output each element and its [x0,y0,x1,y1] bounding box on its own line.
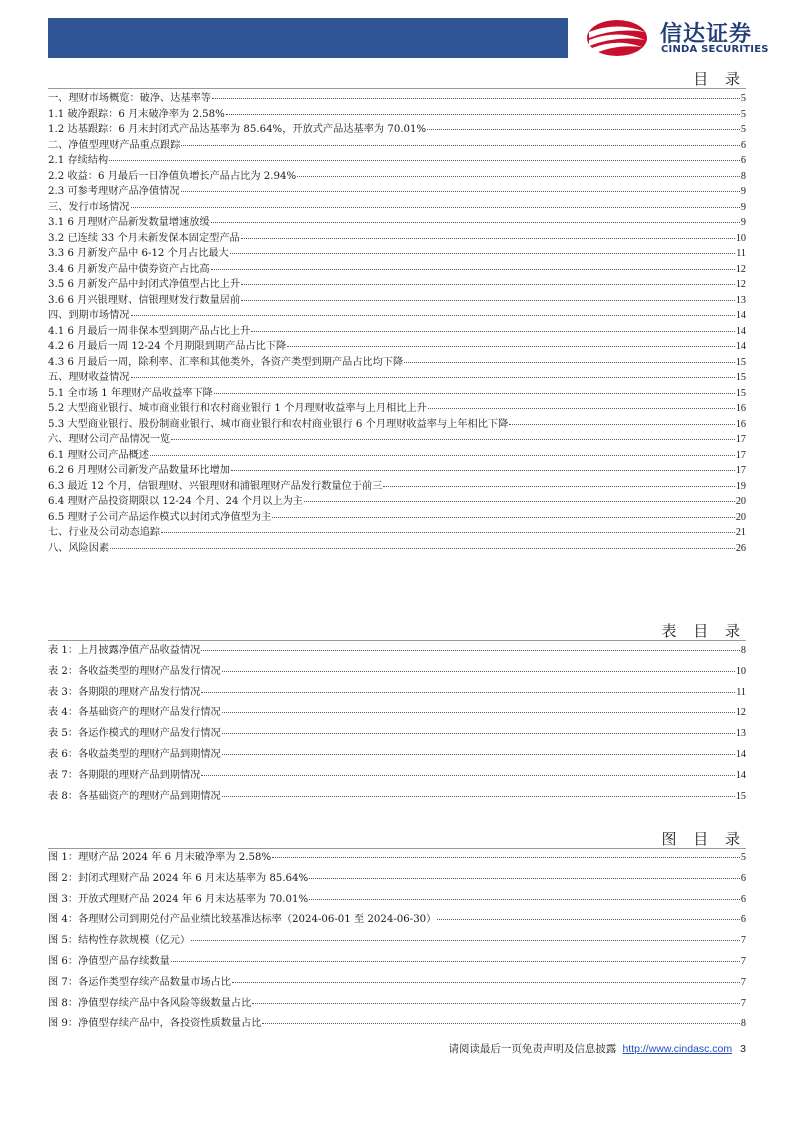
toc-entry-text[interactable]: 一、理财市场概览：破净、达基率等 [48,93,211,104]
dot-leader [109,160,740,161]
figure-entry-page[interactable]: 6 [740,914,746,926]
toc-entry[interactable] [48,508,746,524]
dot-leader [226,114,740,115]
toc-entry-page[interactable]: 15 [735,356,746,368]
toc-entry[interactable] [48,384,746,400]
figure-entry-page[interactable]: 7 [740,997,746,1009]
figure-entry[interactable] [48,890,746,911]
toc-entry-page[interactable]: 10 [735,232,746,244]
table-entry-page[interactable]: 15 [735,790,746,802]
toc-entry-page[interactable]: 9 [740,201,746,213]
dot-leader [252,1003,740,1004]
page-number: 3 [740,1043,746,1055]
table-entry[interactable] [48,787,746,808]
toc-entry-text[interactable]: 七、行业及公司动态追踪 [48,527,161,538]
toc-entry[interactable] [48,198,746,214]
dot-leader [211,222,740,223]
toc-entry-text[interactable]: 六、理财公司产品情况一览 [48,434,171,445]
dot-leader [131,377,735,378]
toc-entry[interactable] [48,430,746,446]
table-entry-text[interactable]: 表 2：各收益类型的理财产品发行情况 [48,665,221,677]
dot-leader [437,919,740,920]
figure-entry-text[interactable]: 图 3：开放式理财产品 2024 年 6 月末达基率为 70.01% [48,893,309,905]
toc-entry-page[interactable]: 15 [735,372,746,383]
toc-entry[interactable] [48,291,746,307]
toc-entry-text[interactable]: 4.2 6 月最后一周 12-24 个月期限到期产品占比下降 [48,341,287,352]
dot-leader [161,532,735,533]
table-entry-page[interactable]: 11 [736,686,746,698]
dot-leader [428,408,735,409]
table-entry-page[interactable]: 14 [735,769,746,781]
toc-entry-text[interactable]: 4.3 6 月最后一周，除利率、汇率和其他类外，各资产类型到期产品占比均下降 [48,356,404,368]
toc-entry-text[interactable]: 6.5 理财子公司产品运作模式以封闭式净值型为主 [48,511,272,523]
dot-leader [110,548,735,549]
toc-entry-text[interactable]: 3.1 6 月理财产品新发数量增速放缓 [48,217,210,228]
figure-entry-page[interactable]: 6 [740,872,746,884]
footer [448,1041,746,1056]
figure-entry-page[interactable]: 7 [740,955,746,967]
toc-entry-text[interactable]: 3.5 6 月新发产品中封闭式净值型占比上升 [48,279,241,290]
toc-entry[interactable] [48,213,746,229]
toc-entry-text[interactable]: 6.1 理财公司产品概述 [48,449,149,461]
figure-entry[interactable] [48,973,746,994]
toc-entry[interactable] [48,322,746,338]
toc-entry[interactable] [48,477,746,493]
toc-entry[interactable] [48,167,746,183]
figure-entry-text[interactable]: 图 2：封闭式理财产品 2024 年 6 月末达基率为 85.64% [48,872,309,884]
toc-entry-text[interactable]: 八、风险因素 [48,542,110,554]
figure-entry[interactable] [48,931,746,952]
table-entry[interactable] [48,683,746,704]
table-entry-text[interactable]: 表 6：各收益类型的理财产品到期情况 [48,748,221,760]
toc-entry-text[interactable]: 四、到期市场情况 [48,310,130,321]
toc-entry-page[interactable]: 17 [735,449,746,461]
toc-entry-text[interactable]: 1.1 破净跟踪：6 月末破净率为 2.58% [48,108,225,120]
toc-entry[interactable] [48,89,746,105]
toc-entry-text[interactable]: 5.3 大型商业银行、股份制商业银行、城市商业银行和农村商业银行 6 个月理财收益率与上年相比下降 [48,418,509,430]
dot-leader [241,300,735,301]
dot-leader [201,775,734,776]
table-entry[interactable] [48,703,746,724]
dot-leader [212,98,740,99]
table-entry-page[interactable]: 14 [735,748,746,760]
dot-leader [171,439,735,440]
table-entry-page[interactable]: 8 [740,645,746,656]
toc-entry[interactable] [48,368,746,384]
toc-entry-text[interactable]: 2.2 收益：6 月最后一日净值负增长产品占比为 2.94% [48,170,297,182]
figure-entry-text[interactable]: 图 8：净值型存续产品中各风险等级数量占比 [48,997,252,1009]
dot-leader [201,650,740,651]
table-entry[interactable] [48,724,746,745]
toc-entry-text[interactable]: 五、理财收益情况 [48,372,130,383]
toc-entry-page[interactable]: 9 [740,186,746,197]
dot-leader [427,129,740,130]
dot-leader [232,982,740,983]
toc-entry[interactable] [48,136,746,152]
dot-leader [131,315,735,316]
toc-entry[interactable] [48,151,746,167]
figure-entry-text[interactable]: 图 6：净值型产品存续数量 [48,955,170,967]
toc-entry-text[interactable]: 2.1 存续结构 [48,155,109,166]
toc-entry-page[interactable]: 21 [735,527,746,538]
dot-leader [231,470,735,471]
logo-chinese-name: 信达证券 [660,22,753,47]
toc-entry-page[interactable]: 14 [735,341,746,352]
table-entry-page[interactable]: 12 [735,707,746,719]
toc-entry[interactable] [48,353,746,369]
toc-entry[interactable] [48,306,746,322]
toc-entry-text[interactable]: 2.3 可参考理财产品净值情况 [48,186,180,197]
dot-leader [191,940,740,941]
toc-entry[interactable] [48,229,746,245]
toc-entry-text[interactable]: 3.3 6 月新发产品中 6-12 个月占比最大 [48,248,229,259]
toc-entry-page[interactable]: 5 [740,124,746,135]
toc-entry-text[interactable]: 6.4 理财产品投资期限以 12-24 个月、24 个月以上为主 [48,496,303,507]
toc-entry-text[interactable]: 5.1 全市场 1 年理财产品收益率下降 [48,387,213,399]
figure-entry-text[interactable]: 图 4：各理财公司到期兑付产品业绩比较基准达标率（2024-06-01 至 2024-06-30） [48,914,437,926]
figure-entry-text[interactable]: 图 1：理财产品 2024 年 6 月末破净率为 2.58% [48,852,272,863]
figure-entry-text[interactable]: 图 5：结构性存款规模（亿元） [48,935,191,947]
dot-leader [211,269,735,270]
toc-entry[interactable] [48,260,746,276]
dot-leader [383,486,734,487]
table-entry-text[interactable]: 表 1：上月披露净值产品收益情况 [48,645,201,656]
table-entry-page[interactable]: 10 [735,665,746,677]
dot-leader [404,362,735,363]
figure-entry-text[interactable]: 图 9：净值型存续产品中，各投资性质数量占比 [48,1018,262,1030]
cinda-logo-icon [584,16,650,60]
toc-entry[interactable] [48,539,746,555]
toc-entry-page[interactable]: 16 [735,418,746,430]
toc-entry[interactable] [48,120,746,136]
toc-entry-text[interactable]: 5.2 大型商业银行、城市商业银行和农村商业银行 1 个月理财收益率与上月相比上升 [48,403,427,414]
dot-leader [251,331,734,332]
toc-entry-text[interactable]: 6.2 6 月理财公司新发产品数量环比增加 [48,465,230,476]
figure-entry[interactable] [48,910,746,931]
figure-entry[interactable] [48,994,746,1015]
toc-entry[interactable] [48,492,746,508]
toc-entry-page[interactable]: 16 [735,403,746,414]
toc-title: 目 录 [693,70,746,88]
table-entry-text[interactable]: 表 7：各期限的理财产品到期情况 [48,769,201,781]
toc-entry-page[interactable]: 5 [740,93,746,104]
dot-leader [509,424,735,425]
toc-list [48,89,746,554]
toc-entry-page[interactable]: 20 [735,496,746,507]
logo-english-name: CINDA SECURITIES [661,44,769,55]
toc-entry[interactable] [48,105,746,121]
dot-leader [150,455,735,456]
toc-entry[interactable] [48,523,746,539]
toc-entry[interactable] [48,244,746,260]
toc-entry-text[interactable]: 1.2 达基跟踪：6 月末封闭式产品达基率为 85.64%，开放式产品达基率为 70.01% [48,124,427,135]
dot-leader [309,899,740,900]
toc-entry[interactable] [48,446,746,462]
dot-leader [222,733,735,734]
table-entry[interactable] [48,662,746,683]
figure-entry[interactable] [48,848,746,869]
table-entry-text[interactable]: 表 3：各期限的理财产品发行情况 [48,686,201,698]
figure-entry[interactable] [48,869,746,890]
toc-entry[interactable] [48,275,746,291]
toc-entry-page[interactable]: 13 [735,294,746,306]
toc-entry-page[interactable]: 26 [735,542,746,554]
toc-entry-page[interactable]: 6 [740,155,746,166]
dot-leader [222,754,735,755]
cinda-logo [584,16,774,60]
toc-entry-page[interactable]: 19 [735,480,746,492]
table-entry[interactable] [48,745,746,766]
dot-leader [222,671,735,672]
table-entry[interactable] [48,641,746,662]
toc-entry-text[interactable]: 4.1 6 月最后一周非保本型到期产品占比上升 [48,325,251,337]
toc-entry-page[interactable]: 12 [735,279,746,290]
figure-entry-page[interactable]: 7 [740,976,746,988]
table-list-title: 表 目 录 [661,622,746,640]
toc-entry[interactable] [48,399,746,415]
toc-entry[interactable] [48,461,746,477]
toc-entry-page[interactable]: 8 [740,170,746,182]
figure-list-title: 图 目 录 [661,830,746,848]
dot-leader [304,501,735,502]
figure-entry-page[interactable]: 8 [740,1018,746,1030]
toc-entry-page[interactable]: 12 [735,263,746,275]
dot-leader [222,712,735,713]
toc-entry-text[interactable]: 3.4 6 月新发产品中债券资产占比高 [48,263,210,275]
toc-entry-text[interactable]: 二、净值型理财产品重点跟踪 [48,139,181,151]
figure-list [48,848,746,1035]
table-entry-text[interactable]: 表 5：各运作模式的理财产品发行情况 [48,728,221,740]
figure-entry[interactable] [48,952,746,973]
toc-entry-page[interactable]: 14 [735,325,746,337]
dot-leader [230,253,735,254]
dot-leader [241,238,735,239]
dot-leader [309,878,740,879]
dot-leader [272,517,735,518]
table-entry-text[interactable]: 表 8：各基础资产的理财产品到期情况 [48,790,221,802]
dot-leader [131,207,740,208]
dot-leader [214,393,735,394]
footer-disclaimer: 请阅读最后一页免责声明及信息披露 [448,1043,617,1055]
table-list [48,641,746,807]
figure-entry-page[interactable]: 7 [740,935,746,947]
dot-leader [262,1023,739,1024]
dot-leader [181,191,740,192]
toc-entry[interactable] [48,182,746,198]
figure-entry[interactable] [48,1014,746,1035]
figure-entry-page[interactable]: 5 [740,852,746,863]
toc-entry-page[interactable]: 17 [735,434,746,445]
toc-entry-page[interactable]: 14 [735,310,746,321]
toc-entry[interactable] [48,337,746,353]
dot-leader [171,961,740,962]
figure-entry-text[interactable]: 图 7：各运作类型存续产品数量市场占比 [48,976,231,988]
dot-leader [287,346,735,347]
footer-website-link[interactable]: http://www.cindasc.com [622,1043,733,1055]
dot-leader [241,284,735,285]
table-entry-page[interactable]: 13 [735,728,746,740]
toc-entry-text[interactable]: 3.6 6 月兴银理财、信银理财发行数量居前 [48,294,241,306]
dot-leader [181,145,739,146]
toc-entry-text[interactable]: 6.3 最近 12 个月，信银理财、兴银理财和浦银理财产品发行数量位于前三 [48,480,383,492]
figure-entry-page[interactable]: 6 [740,893,746,905]
toc-entry[interactable] [48,415,746,431]
toc-entry-page[interactable]: 9 [740,217,746,228]
header-band [48,18,568,58]
dot-leader [272,857,740,858]
toc-entry-page[interactable]: 11 [736,248,746,259]
dot-leader [201,692,735,693]
toc-entry-page[interactable]: 6 [740,139,746,151]
toc-entry-page[interactable]: 15 [735,387,746,399]
toc-entry-text[interactable]: 三、发行市场情况 [48,201,130,213]
dot-leader [222,796,735,797]
toc-entry-page[interactable]: 17 [735,465,746,476]
toc-entry-text[interactable]: 3.2 已连续 33 个月未新发保本固定型产品 [48,232,240,244]
table-entry-text[interactable]: 表 4：各基础资产的理财产品发行情况 [48,707,221,719]
toc-entry-page[interactable]: 20 [735,511,746,523]
toc-entry-page[interactable]: 5 [740,108,746,120]
dot-leader [297,176,740,177]
table-entry[interactable] [48,766,746,787]
